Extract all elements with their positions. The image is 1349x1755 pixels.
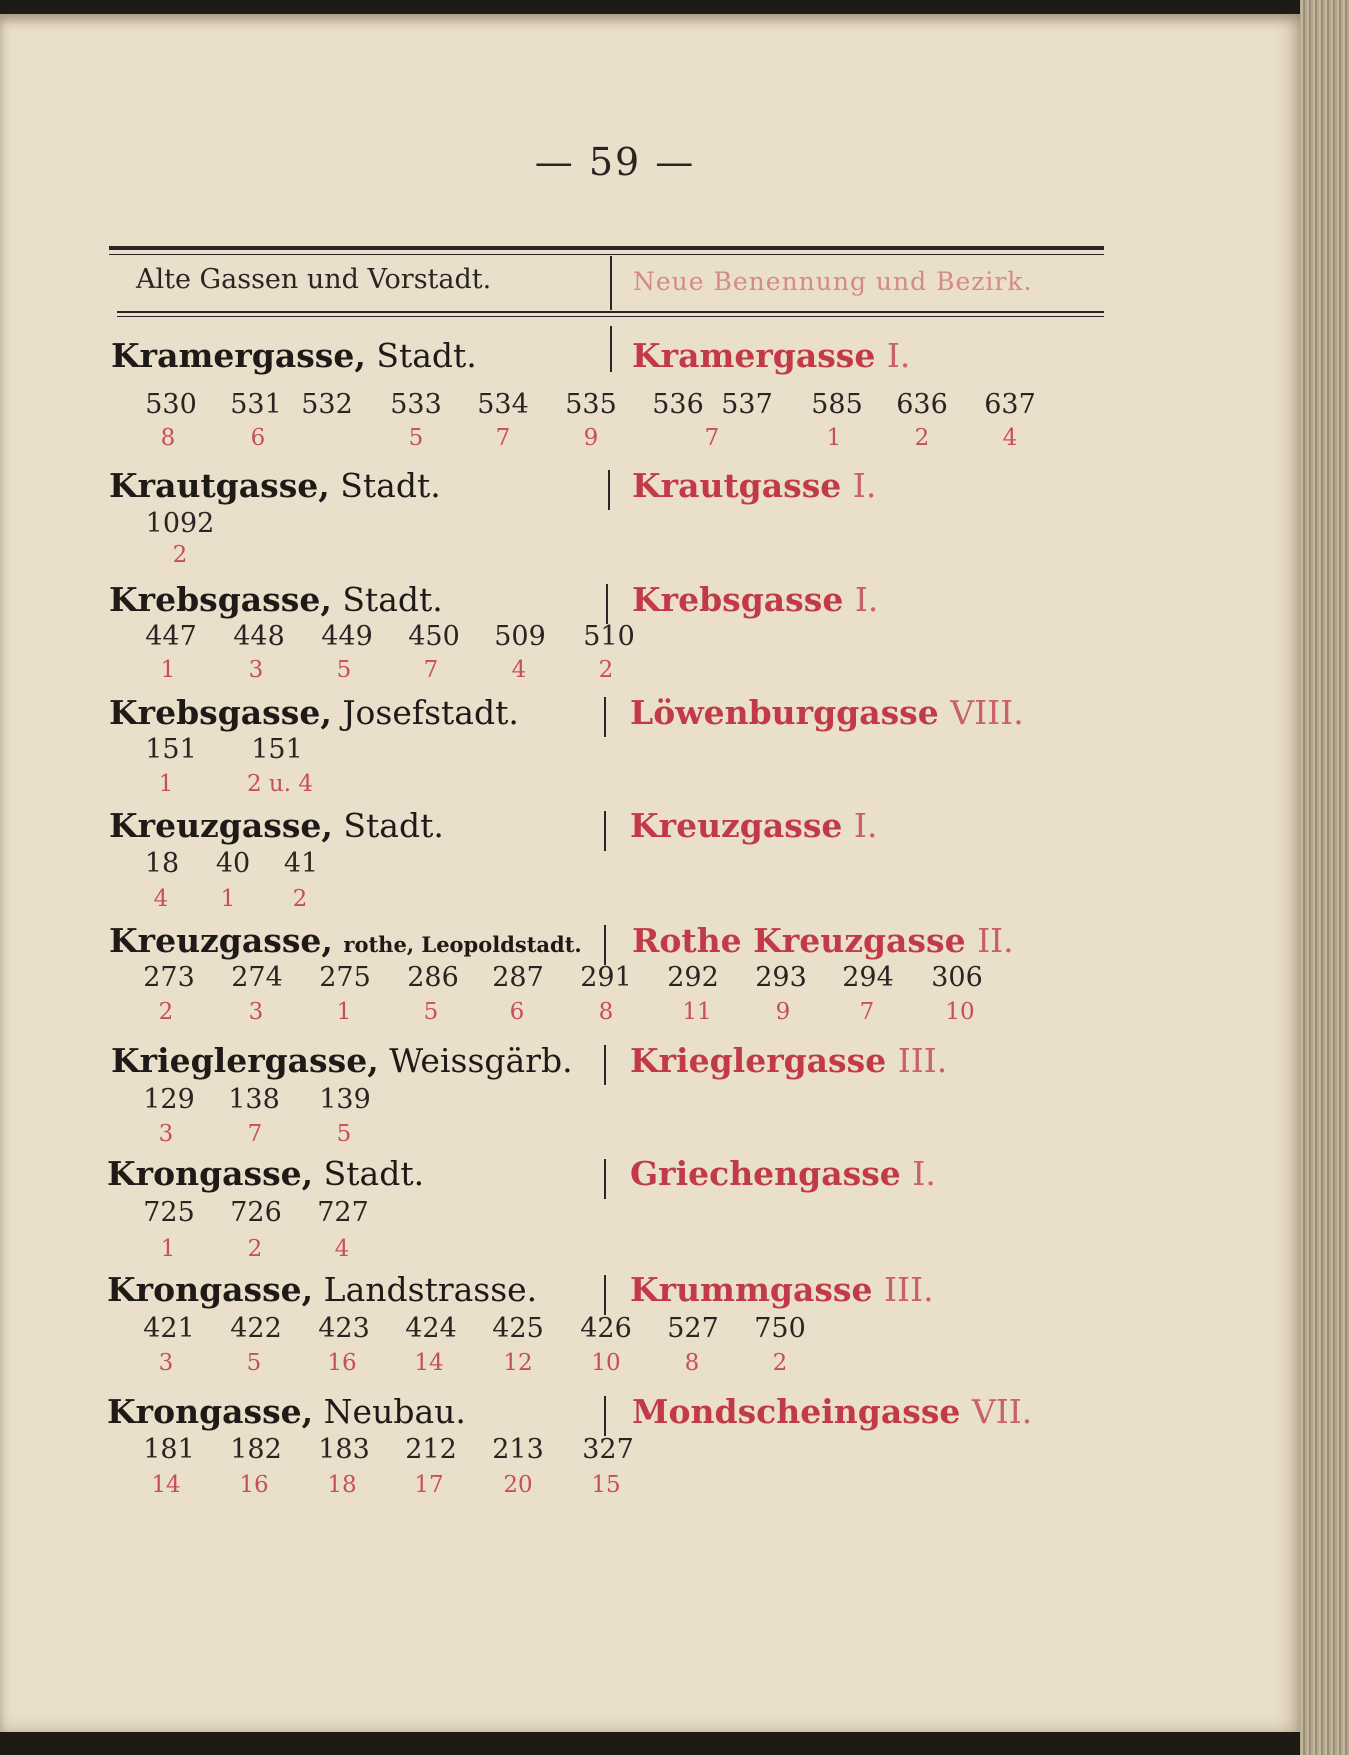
new-street-entry: Kreuzgasse I. xyxy=(630,806,878,845)
house-number: 422 xyxy=(230,1313,282,1344)
house-number: 509 xyxy=(494,621,546,652)
new-street-entry: Krebsgasse I. xyxy=(632,580,879,619)
column-header-old: Alte Gassen und Vorstadt. xyxy=(136,264,492,295)
house-number: 537 xyxy=(721,389,773,420)
house-number: 293 xyxy=(755,962,807,993)
house-number: 183 xyxy=(318,1434,370,1465)
house-number: 138 xyxy=(228,1084,280,1115)
old-street-entry: Krongasse, Neubau. xyxy=(107,1392,466,1431)
house-number: 18 xyxy=(144,848,180,879)
new-house-number: 2 xyxy=(172,542,188,568)
new-house-number: 11 xyxy=(682,999,712,1025)
house-number: 421 xyxy=(143,1313,195,1344)
column-divider xyxy=(604,697,606,737)
house-number: 426 xyxy=(580,1313,632,1344)
old-street-entry: Krieglergasse, Weissgärb. xyxy=(111,1041,573,1080)
new-house-number: 10 xyxy=(591,1350,621,1376)
new-house-number: 14 xyxy=(414,1350,444,1376)
old-street-entry: Krebsgasse, Stadt. xyxy=(109,580,443,619)
house-number: 292 xyxy=(667,962,719,993)
new-street-entry: Krummgasse III. xyxy=(630,1270,934,1309)
header-bottom-rule-1 xyxy=(117,311,1104,313)
house-number: 274 xyxy=(231,962,283,993)
new-street-entry: Griechengasse I. xyxy=(630,1154,936,1193)
old-street-entry: Krongasse, Landstrasse. xyxy=(107,1270,538,1309)
house-number: 423 xyxy=(318,1313,370,1344)
house-number: 151 xyxy=(251,734,303,765)
new-house-number: 1 xyxy=(336,999,352,1025)
new-house-number: 2 xyxy=(772,1350,788,1376)
house-number: 535 xyxy=(565,389,617,420)
new-house-number: 3 xyxy=(248,999,264,1025)
column-divider xyxy=(604,1396,606,1436)
house-number: 534 xyxy=(477,389,529,420)
column-divider xyxy=(608,470,610,510)
house-number: 181 xyxy=(143,1434,195,1465)
new-house-number: 4 xyxy=(334,1236,350,1262)
new-house-number: 7 xyxy=(495,425,511,451)
old-street-entry: Kramergasse, Stadt. xyxy=(111,336,477,375)
house-number: 286 xyxy=(407,962,459,993)
house-number: 527 xyxy=(667,1313,719,1344)
old-street-entry: Krautgasse, Stadt. xyxy=(109,466,441,505)
old-street-entry: Kreuzgasse, rothe, Leopoldstadt. xyxy=(109,921,582,960)
new-house-number: 1 xyxy=(220,886,236,912)
header-top-rule-thick xyxy=(109,246,1104,250)
new-house-number: 7 xyxy=(247,1121,263,1147)
house-number: 182 xyxy=(230,1434,282,1465)
new-house-number: 16 xyxy=(239,1472,269,1498)
column-divider xyxy=(606,584,608,624)
house-number: 1092 xyxy=(145,508,215,539)
new-house-number: 7 xyxy=(859,999,875,1025)
new-house-number: 12 xyxy=(503,1350,533,1376)
old-street-entry: Kreuzgasse, Stadt. xyxy=(109,806,444,845)
new-house-number: 3 xyxy=(248,657,264,683)
new-house-number: 16 xyxy=(327,1350,357,1376)
house-number: 447 xyxy=(145,621,197,652)
new-house-number: 17 xyxy=(414,1472,444,1498)
house-number: 750 xyxy=(754,1313,806,1344)
house-number: 41 xyxy=(283,848,319,879)
new-house-number: 8 xyxy=(160,425,176,451)
house-number: 536 xyxy=(652,389,704,420)
house-number: 212 xyxy=(405,1434,457,1465)
new-house-number: 9 xyxy=(775,999,791,1025)
new-house-number: 2 xyxy=(914,425,930,451)
old-street-entry: Krebsgasse, Josefstadt. xyxy=(109,693,519,732)
house-number: 530 xyxy=(145,389,197,420)
new-street-entry: Krautgasse I. xyxy=(632,466,877,505)
new-house-number: 7 xyxy=(423,657,439,683)
house-number: 129 xyxy=(143,1084,195,1115)
house-number: 424 xyxy=(405,1313,457,1344)
new-house-number: 3 xyxy=(158,1350,174,1376)
house-number: 275 xyxy=(319,962,371,993)
house-number: 532 xyxy=(301,389,353,420)
house-number: 637 xyxy=(984,389,1036,420)
house-number: 450 xyxy=(408,621,460,652)
house-number: 448 xyxy=(233,621,285,652)
new-house-number: 20 xyxy=(503,1472,533,1498)
house-number: 273 xyxy=(143,962,195,993)
house-number: 425 xyxy=(492,1313,544,1344)
column-divider xyxy=(610,326,612,372)
house-number: 449 xyxy=(321,621,373,652)
new-house-number: 2 xyxy=(292,886,308,912)
new-street-entry: Löwenburggasse VIII. xyxy=(630,693,1024,732)
book-page xyxy=(0,14,1300,1732)
column-header-new: Neue Benennung und Bezirk. xyxy=(633,267,1033,296)
house-number: 306 xyxy=(931,962,983,993)
new-street-entry: Rothe Kreuzgasse II. xyxy=(632,921,1014,960)
new-house-number: 4 xyxy=(1002,425,1018,451)
new-house-number: 2 xyxy=(158,999,174,1025)
new-house-number: 9 xyxy=(583,425,599,451)
header-bottom-rule-2 xyxy=(117,316,1104,317)
new-house-number: 2 xyxy=(598,657,614,683)
new-house-number: 2 u. 4 xyxy=(246,771,314,797)
new-house-number: 1 xyxy=(826,425,842,451)
column-divider xyxy=(604,811,606,851)
house-number: 725 xyxy=(143,1197,195,1228)
new-house-number: 10 xyxy=(945,999,975,1025)
page-number: — 59 — xyxy=(534,140,696,184)
new-house-number: 4 xyxy=(153,886,169,912)
house-number: 213 xyxy=(492,1434,544,1465)
new-street-entry: Krieglergasse III. xyxy=(630,1041,948,1080)
column-divider xyxy=(604,1045,606,1085)
house-number: 151 xyxy=(145,734,197,765)
new-house-number: 15 xyxy=(591,1472,621,1498)
new-house-number: 1 xyxy=(158,771,174,797)
house-number: 294 xyxy=(842,962,894,993)
new-house-number: 8 xyxy=(684,1350,700,1376)
new-house-number: 1 xyxy=(160,657,176,683)
new-street-entry: Kramergasse I. xyxy=(632,336,911,375)
old-street-entry: Krongasse, Stadt. xyxy=(107,1154,425,1193)
house-number: 727 xyxy=(317,1197,369,1228)
house-number: 287 xyxy=(492,962,544,993)
header-top-rule-thin xyxy=(109,254,1104,255)
new-house-number: 5 xyxy=(408,425,424,451)
new-house-number: 18 xyxy=(327,1472,357,1498)
column-divider xyxy=(604,1159,606,1199)
new-house-number: 6 xyxy=(250,425,266,451)
header-divider xyxy=(610,256,612,310)
house-number: 40 xyxy=(215,848,251,879)
house-number: 327 xyxy=(582,1434,634,1465)
new-house-number: 2 xyxy=(247,1236,263,1262)
new-house-number: 5 xyxy=(423,999,439,1025)
house-number: 726 xyxy=(230,1197,282,1228)
column-divider xyxy=(604,925,606,965)
new-house-number: 1 xyxy=(160,1236,176,1262)
new-house-number: 5 xyxy=(336,657,352,683)
house-number: 585 xyxy=(811,389,863,420)
new-house-number: 5 xyxy=(246,1350,262,1376)
column-divider xyxy=(604,1275,606,1315)
house-number: 531 xyxy=(230,389,282,420)
new-house-number: 4 xyxy=(511,657,527,683)
house-number: 533 xyxy=(390,389,442,420)
new-house-number: 7 xyxy=(704,425,720,451)
new-house-number: 8 xyxy=(598,999,614,1025)
new-house-number: 5 xyxy=(336,1121,352,1147)
book-page-edges xyxy=(1300,0,1349,1755)
new-house-number: 14 xyxy=(151,1472,181,1498)
house-number: 139 xyxy=(319,1084,371,1115)
house-number: 510 xyxy=(583,621,635,652)
new-house-number: 6 xyxy=(509,999,525,1025)
new-house-number: 3 xyxy=(158,1121,174,1147)
new-street-entry: Mondscheingasse VII. xyxy=(632,1392,1033,1431)
house-number: 636 xyxy=(896,389,948,420)
house-number: 291 xyxy=(580,962,632,993)
